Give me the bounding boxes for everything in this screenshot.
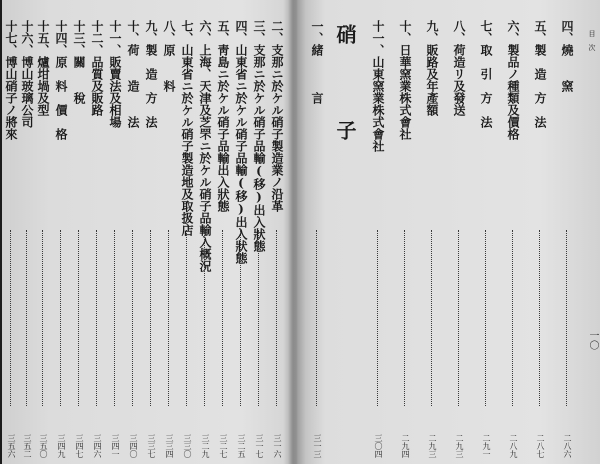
dot-leader bbox=[168, 230, 169, 406]
dot-leader bbox=[132, 230, 133, 406]
dot-leader bbox=[114, 230, 115, 406]
toc-entry-title: 六、製品ノ種類及價格 bbox=[506, 20, 520, 140]
dot-leader bbox=[78, 230, 79, 406]
toc-entry-page: 三三四 bbox=[165, 434, 174, 458]
dot-leader bbox=[222, 230, 223, 406]
running-head: 目 次 bbox=[588, 30, 596, 51]
toc-entry bbox=[556, 0, 578, 464]
section-heading: 硝 子 bbox=[333, 24, 357, 168]
dot-leader bbox=[96, 230, 97, 406]
toc-entry-title: 七、山東省ニ於ケル硝子製造地及取扱店 bbox=[180, 20, 194, 236]
toc-entry bbox=[448, 0, 470, 464]
book-spread bbox=[2, 0, 600, 464]
toc-entry-title: 五、製 造 方 法 bbox=[533, 20, 547, 128]
dot-leader bbox=[10, 230, 11, 406]
toc-entry-title: 十四、原 料 價 格 bbox=[54, 20, 68, 140]
toc-entry bbox=[502, 0, 524, 464]
dot-leader bbox=[60, 230, 61, 406]
toc-entry-page: 三四七 bbox=[75, 434, 84, 458]
toc-entry-page: 三五二 bbox=[23, 434, 32, 458]
toc-entry-title: 二、支那ニ於ケル硝子製造業ノ沿革 bbox=[270, 20, 284, 212]
toc-entry bbox=[367, 0, 389, 464]
toc-entry-title: 九、製 造 方 法 bbox=[144, 20, 158, 128]
dot-leader bbox=[204, 230, 205, 406]
dot-leader bbox=[316, 230, 317, 406]
dot-leader bbox=[26, 230, 27, 406]
toc-entry-page: 二九一 bbox=[482, 434, 491, 458]
section-heading-column bbox=[328, 0, 362, 464]
toc-entry-page: 三四〇 bbox=[129, 434, 138, 458]
toc-entry-page: 三五〇 bbox=[39, 434, 48, 458]
toc-entry-page: 三三七 bbox=[147, 434, 156, 458]
toc-entry-page: 三四一 bbox=[111, 434, 120, 458]
dot-leader bbox=[42, 230, 43, 406]
dot-leader bbox=[404, 230, 405, 406]
toc-entry-title: 九、販路及年產額 bbox=[425, 20, 439, 116]
toc-entry-page: 二九四 bbox=[401, 434, 410, 458]
toc-entry-page: 二九三 bbox=[428, 434, 437, 458]
dot-leader bbox=[150, 230, 151, 406]
toc-entry-page: 三一七 bbox=[255, 434, 264, 458]
toc-entry-title: 四、燒 窯 bbox=[560, 20, 574, 92]
toc-entry-title: 十一、山東窯業株式會社 bbox=[371, 20, 385, 152]
dot-leader bbox=[276, 230, 277, 406]
toc-entry bbox=[475, 0, 497, 464]
toc-entry-page: 三四九 bbox=[57, 434, 66, 458]
dot-leader bbox=[485, 230, 486, 406]
toc-entry-page: 三一六 bbox=[273, 434, 282, 458]
dot-leader bbox=[258, 230, 259, 406]
dot-leader bbox=[566, 230, 567, 406]
toc-entry-page: 二八六 bbox=[563, 434, 572, 458]
toc-entry-page: 三一三 bbox=[313, 434, 322, 458]
toc-entry-title: 一、緒 言 bbox=[310, 20, 324, 104]
toc-entry-title: 十二、品質及販路 bbox=[90, 20, 104, 116]
book-gutter bbox=[288, 0, 298, 464]
toc-entry-title: 四、山東省ニ於ケル硝子品輸(移)出入狀態 bbox=[234, 20, 248, 264]
toc-entry-page: 二八七 bbox=[536, 434, 545, 458]
toc-entry-title: 十五、爐坩堝及型 bbox=[36, 20, 50, 116]
toc-entry-title: 十一、販賣法及相場 bbox=[108, 20, 122, 128]
toc-entry-title: 十三、關 稅 bbox=[72, 20, 86, 104]
toc-entry bbox=[421, 0, 443, 464]
toc-entry-title: 六、上海、天津及芝罘ニ於ケル硝子品輸入概況 bbox=[198, 20, 212, 272]
toc-entry bbox=[306, 0, 328, 464]
toc-entry-title: 七、取 引 方 法 bbox=[479, 20, 493, 128]
toc-entry-title: 十、荷 造 法 bbox=[126, 20, 140, 128]
dot-leader bbox=[458, 230, 459, 406]
toc-entry bbox=[529, 0, 551, 464]
side-page-marker: 一〇 bbox=[587, 330, 598, 350]
dot-leader bbox=[512, 230, 513, 406]
toc-entry-page: 三〇四 bbox=[374, 434, 383, 458]
toc-entry-page: 三四六 bbox=[93, 434, 102, 458]
toc-entry-page: 二九三 bbox=[455, 434, 464, 458]
toc-entry-page: 三五六 bbox=[7, 434, 16, 458]
toc-entry-title: 十六、博山玻璃公司 bbox=[20, 20, 34, 128]
dot-leader bbox=[186, 230, 187, 406]
toc-entry-page: 三二五 bbox=[237, 434, 246, 458]
toc-entry-title: 八、原 料 bbox=[162, 20, 176, 92]
toc-entry-title: 五、靑島ニ於ケル硝子品輸出入狀態 bbox=[216, 20, 230, 212]
toc-entry bbox=[2, 0, 22, 464]
toc-entry-title: 三、支那ニ於ケル硝子品輸(移)出入狀態 bbox=[252, 20, 266, 252]
toc-entry-title: 十七、博山硝子ノ將來 bbox=[4, 20, 18, 140]
dot-leader bbox=[240, 230, 241, 406]
toc-entry-title: 八、荷造リ及發送 bbox=[452, 20, 466, 116]
dot-leader bbox=[431, 230, 432, 406]
toc-entry-title: 十、日華窯業株式會社 bbox=[398, 20, 412, 140]
dot-leader bbox=[539, 230, 540, 406]
dot-leader bbox=[377, 230, 378, 406]
toc-entry-page: 三二九 bbox=[201, 434, 210, 458]
toc-entry-page: 三二七 bbox=[219, 434, 228, 458]
toc-entry bbox=[394, 0, 416, 464]
toc-entry-page: 二八九 bbox=[509, 434, 518, 458]
toc-entry-page: 三三〇 bbox=[183, 434, 192, 458]
